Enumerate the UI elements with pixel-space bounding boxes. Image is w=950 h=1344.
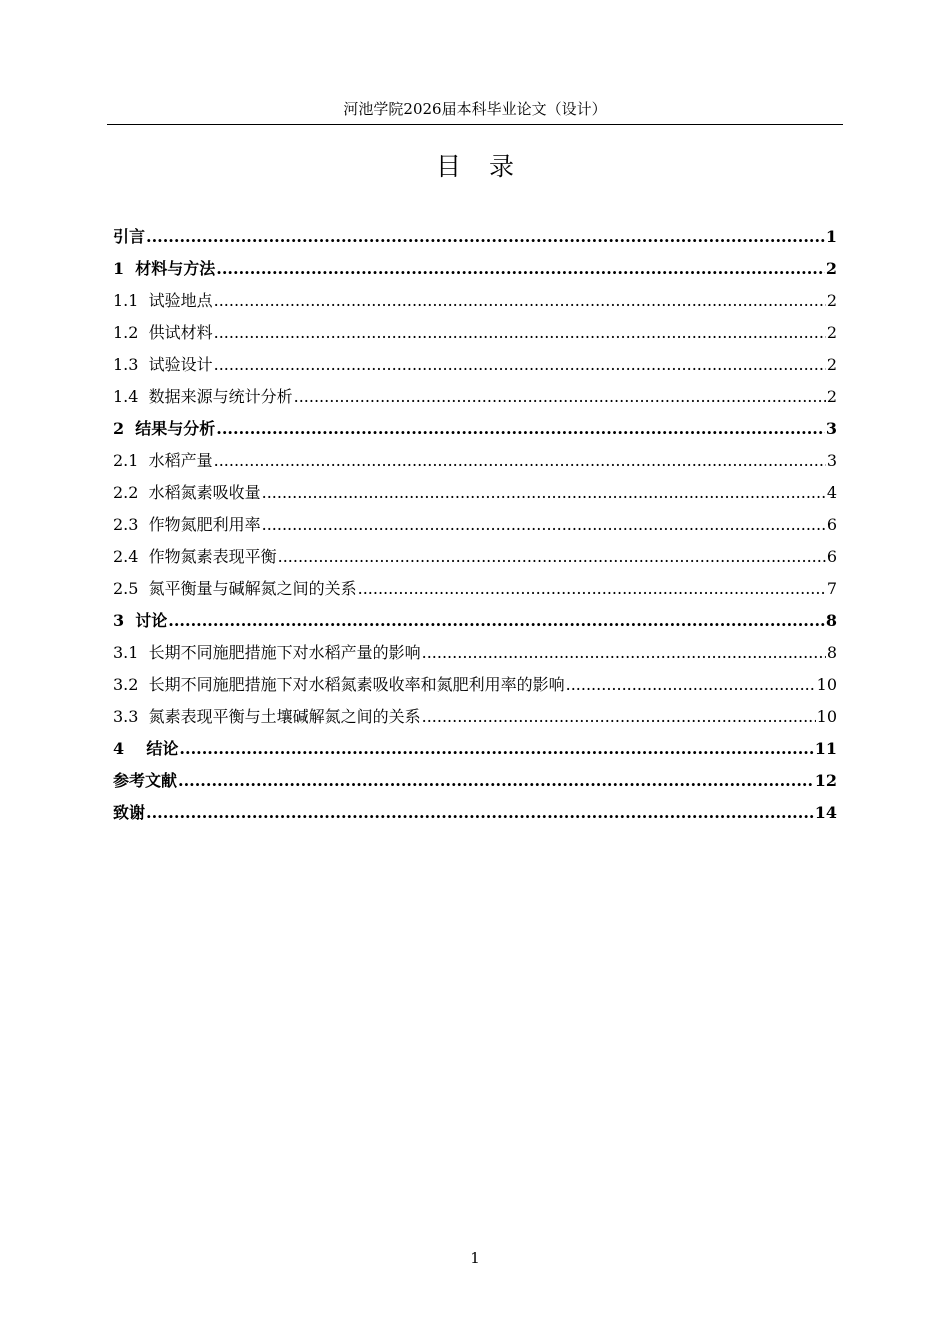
toc-entry[interactable] bbox=[113, 477, 837, 509]
toc-entry[interactable] bbox=[113, 221, 837, 253]
toc-entry-label: 3.1 长期不同施肥措施下对水稻产量的影响 bbox=[113, 643, 421, 662]
toc-entry-label: 1.2 供试材料 bbox=[113, 323, 213, 342]
toc-entry[interactable] bbox=[113, 637, 837, 669]
toc-entry-page: 2 bbox=[826, 387, 837, 406]
toc-entry[interactable] bbox=[113, 573, 837, 605]
toc-dot-leader bbox=[216, 413, 825, 445]
toc-dot-leader bbox=[146, 797, 814, 829]
toc-entry[interactable] bbox=[113, 733, 837, 765]
toc-dot-leader bbox=[216, 253, 825, 285]
toc-entry[interactable] bbox=[113, 669, 837, 701]
toc-entry[interactable] bbox=[113, 445, 837, 477]
toc-entry-page: 2 bbox=[826, 355, 837, 374]
toc-dot-leader bbox=[278, 541, 826, 573]
toc-dot-leader bbox=[422, 701, 816, 733]
toc-entry-page: 14 bbox=[814, 803, 837, 822]
toc-entry[interactable] bbox=[113, 413, 837, 445]
toc-entry-label: 参考文献 bbox=[113, 771, 178, 790]
toc-entry-label: 2.5 氮平衡量与碱解氮之间的关系 bbox=[113, 579, 357, 598]
toc-entry-page: 2 bbox=[826, 323, 837, 342]
table-of-contents bbox=[113, 221, 837, 829]
toc-dot-leader bbox=[262, 477, 826, 509]
toc-entry-label: 1.4 数据来源与统计分析 bbox=[113, 387, 293, 406]
toc-entry-label: 3.2 长期不同施肥措施下对水稻氮素吸收率和氮肥利用率的影响 bbox=[113, 675, 565, 694]
toc-entry-label: 2.1 水稻产量 bbox=[113, 451, 213, 470]
toc-entry-page: 7 bbox=[826, 579, 837, 598]
toc-entry[interactable] bbox=[113, 605, 837, 637]
toc-entry-label: 致谢 bbox=[113, 803, 146, 822]
toc-entry-page: 8 bbox=[826, 643, 837, 662]
toc-entry-label: 4 结论 bbox=[113, 739, 179, 758]
toc-title: 目录 bbox=[435, 152, 542, 181]
page-number: 1 bbox=[470, 1249, 480, 1267]
running-header: 河池学院2026届本科毕业论文（设计） bbox=[343, 100, 607, 118]
toc-entry[interactable] bbox=[113, 317, 837, 349]
toc-dot-leader bbox=[358, 573, 826, 605]
header-rule bbox=[107, 124, 843, 125]
toc-entry-page: 2 bbox=[826, 291, 837, 310]
toc-entry-label: 2.4 作物氮素表现平衡 bbox=[113, 547, 277, 566]
toc-entry-label: 2.3 作物氮肥利用率 bbox=[113, 515, 261, 534]
toc-dot-leader bbox=[262, 509, 826, 541]
toc-dot-leader bbox=[168, 605, 825, 637]
toc-entry[interactable] bbox=[113, 797, 837, 829]
toc-dot-leader bbox=[566, 669, 816, 701]
toc-entry[interactable] bbox=[113, 349, 837, 381]
toc-entry-page: 3 bbox=[826, 451, 837, 470]
toc-entry[interactable] bbox=[113, 541, 837, 573]
toc-entry-page: 12 bbox=[814, 771, 837, 790]
toc-entry-page: 2 bbox=[825, 259, 837, 278]
toc-entry-page: 3 bbox=[825, 419, 837, 438]
toc-entry[interactable] bbox=[113, 285, 837, 317]
toc-dot-leader bbox=[214, 285, 826, 317]
toc-entry-page: 11 bbox=[814, 739, 837, 758]
toc-entry-label: 引言 bbox=[113, 227, 146, 246]
toc-dot-leader bbox=[179, 733, 813, 765]
toc-dot-leader bbox=[214, 317, 826, 349]
toc-dot-leader bbox=[178, 765, 814, 797]
toc-entry-label: 2 结果与分析 bbox=[113, 419, 216, 438]
toc-entry-page: 8 bbox=[825, 611, 837, 630]
toc-entry-label: 1.3 试验设计 bbox=[113, 355, 213, 374]
toc-entry[interactable] bbox=[113, 701, 837, 733]
toc-dot-leader bbox=[214, 349, 826, 381]
toc-entry[interactable] bbox=[113, 253, 837, 285]
toc-dot-leader bbox=[214, 445, 826, 477]
toc-entry[interactable] bbox=[113, 381, 837, 413]
toc-entry-page: 6 bbox=[826, 547, 837, 566]
toc-entry[interactable] bbox=[113, 765, 837, 797]
toc-entry-label: 1 材料与方法 bbox=[113, 259, 216, 278]
toc-dot-leader bbox=[146, 221, 825, 253]
toc-entry-label: 3.3 氮素表现平衡与土壤碱解氮之间的关系 bbox=[113, 707, 421, 726]
toc-entry[interactable] bbox=[113, 509, 837, 541]
toc-entry-page: 6 bbox=[826, 515, 837, 534]
toc-entry-label: 1.1 试验地点 bbox=[113, 291, 213, 310]
toc-entry-page: 10 bbox=[816, 707, 837, 726]
toc-dot-leader bbox=[422, 637, 826, 669]
toc-entry-label: 2.2 水稻氮素吸收量 bbox=[113, 483, 261, 502]
toc-entry-label: 3 讨论 bbox=[113, 611, 168, 630]
toc-entry-page: 1 bbox=[825, 227, 837, 246]
toc-entry-page: 4 bbox=[826, 483, 837, 502]
toc-dot-leader bbox=[294, 381, 826, 413]
toc-entry-page: 10 bbox=[816, 675, 837, 694]
